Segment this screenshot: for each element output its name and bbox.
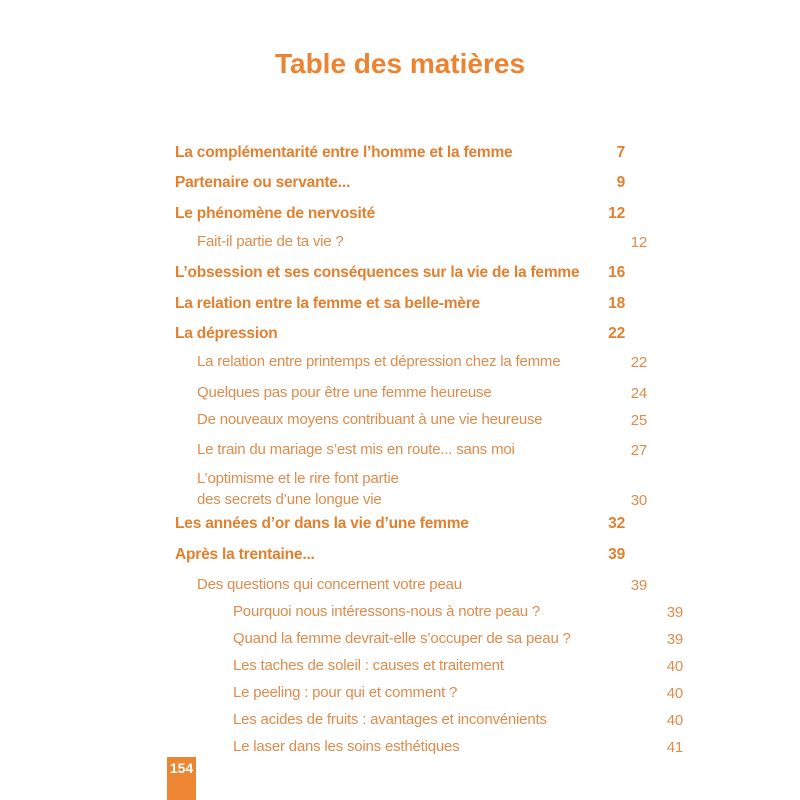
toc-entry [175,628,683,649]
toc-entry [175,293,625,314]
toc-entry-label: Le phénomène de nervosité [175,205,375,222]
toc-entry-label: Le train du mariage s’est mis en route... sans moi [197,441,515,458]
toc-entry-page: 39 [608,546,625,563]
toc-entry-label: Quand la femme devrait-elle s’occuper de sa peau ? [233,630,571,647]
toc-entry [175,172,625,193]
toc-entry [175,231,647,252]
toc-entry-page: 7 [616,144,625,161]
toc-entry-page: 39 [630,577,647,594]
toc-entry-label: Le laser dans les soins esthétiques [233,738,460,755]
toc-entry-label: La relation entre la femme et sa belle-mère [175,295,480,312]
toc-entry-page: 41 [666,739,683,756]
toc-entry-label: Les acides de fruits : avantages et inconvénients [233,711,547,728]
toc-entry-label: La dépression [175,325,278,342]
toc-entry-page: 30 [630,492,647,509]
toc-entry [175,601,683,622]
toc-entry [175,655,683,676]
page-title: Table des matières [274,48,526,79]
toc-entry [175,468,647,510]
toc-entry [175,382,647,403]
page-number-badge: 154 [167,757,196,800]
toc-entry [175,513,625,534]
toc-entry-page: 16 [608,264,625,281]
toc-entry [175,544,625,565]
toc-entry [175,574,647,595]
toc-entry-page: 40 [666,712,683,729]
toc-entry-label: Pourquoi nous intéressons-nous à notre peau ? [233,603,541,620]
toc-entry-label: Des questions qui concernent votre peau [197,576,462,593]
toc-entry-label: La relation entre printemps et dépression chez la femme [197,353,561,370]
toc-entry [175,203,625,224]
toc-entry-page: 22 [630,354,647,371]
toc-entry [175,323,625,344]
toc-entry-page: 39 [666,631,683,648]
toc-entry-label: Quelques pas pour être une femme heureuse [197,384,492,401]
toc-entry [175,142,625,163]
toc-entry-label: La complémentarité entre l’homme et la femme [175,144,513,161]
toc-entry [175,709,683,730]
toc-entry-label: Le peeling : pour qui et comment ? [233,684,458,701]
toc-entry-page: 22 [608,325,625,342]
toc-entry [175,682,683,703]
toc-entry [175,439,647,460]
toc-entry-page: 40 [666,658,683,675]
toc-entry-page: 9 [616,174,625,191]
toc-entry-page: 12 [608,205,625,222]
toc-entry-label: Partenaire ou servante... [175,174,351,191]
toc-entry-page: 27 [630,442,647,459]
toc-entry-label: Les taches de soleil : causes et traitement [233,657,504,674]
toc-entry-page: 39 [666,604,683,621]
toc-entry-page: 12 [630,234,647,251]
toc-entry-page: 24 [630,385,647,402]
toc-entry-label: De nouveaux moyens contribuant à une vie heureuse [197,411,543,428]
toc-entry-label-line2: des secrets d’une longue vie [197,491,382,508]
toc-entry [175,736,683,757]
toc-entry [175,351,647,372]
toc-entry-label: Après la trentaine... [175,546,315,563]
toc-entry [175,262,625,283]
toc-entry-label: L’obsession et ses conséquences sur la vie de la femme [175,264,580,281]
toc-entry-label: Les années d’or dans la vie d’une femme [175,515,469,532]
toc-entry-label: L’optimisme et le rire font partie [197,470,399,487]
toc-entry-page: 40 [666,685,683,702]
toc-entry [175,409,647,430]
toc-entry-label: Fait-il partie de ta vie ? [197,233,344,250]
toc-entry-page: 32 [608,515,625,532]
toc-entry-page: 18 [608,295,625,312]
toc-entry-page: 25 [630,412,647,429]
